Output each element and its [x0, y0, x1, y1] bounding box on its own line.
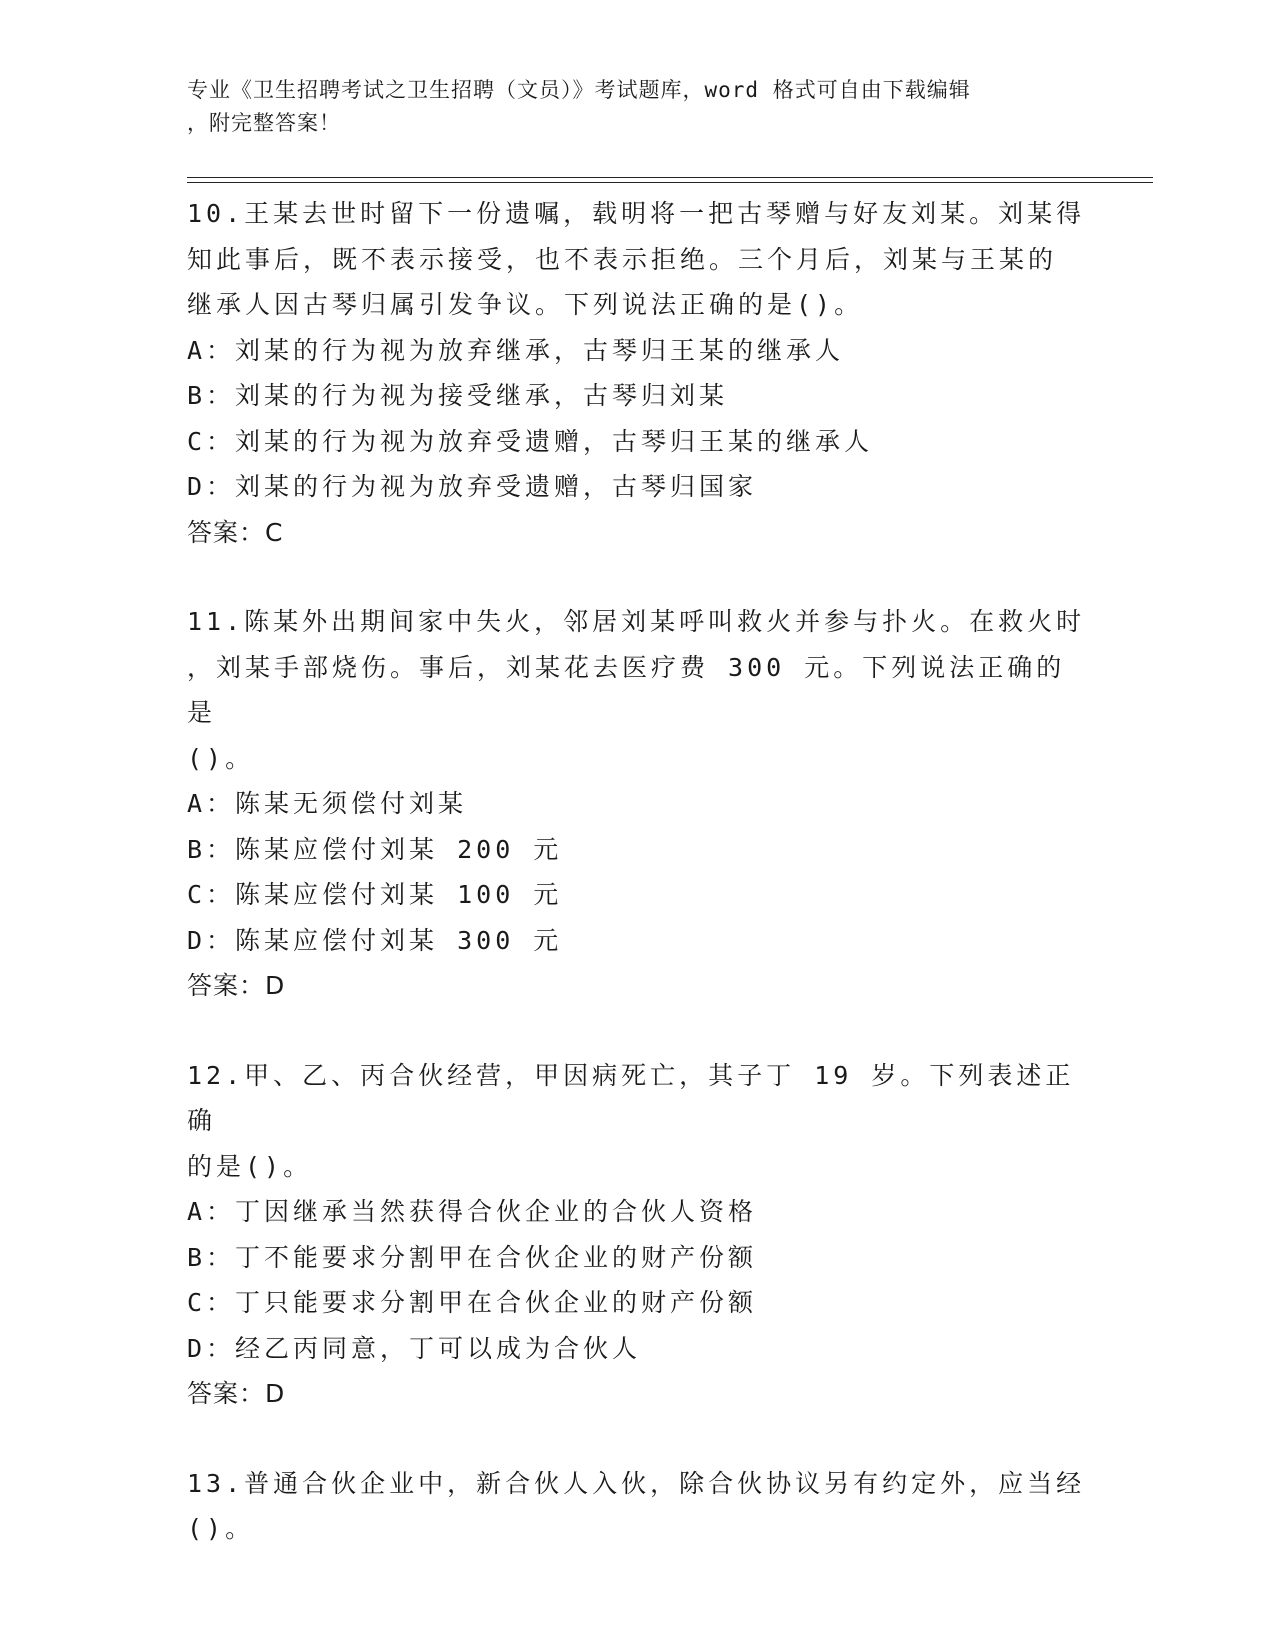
question-list: [187, 191, 1087, 1596]
question-13: [187, 1461, 1087, 1552]
question-text: ()。: [187, 1514, 255, 1543]
option-c: C：刘某的行为视为放弃受遗赠，古琴归王某的继承人: [187, 426, 874, 456]
answer: 答案：D: [187, 971, 286, 1000]
question-text: 10.王某去世时留下一份遗嘱，载明将一把古琴赠与好友刘某。刘某得: [187, 199, 1086, 228]
header-divider: [187, 177, 1153, 183]
question-text: ()。: [187, 743, 255, 773]
header-line-1: 专业《卫生招聘考试之卫生招聘（文员）》考试题库，word 格式可自由下载编辑: [187, 78, 971, 102]
question-text: ，刘某手部烧伤。事后，刘某花去医疗费 300 元。下列说法正确的是: [187, 652, 1066, 727]
option-a: A：丁因继承当然获得合伙企业的合伙人资格: [187, 1197, 758, 1226]
option-d: D：经乙丙同意，丁可以成为合伙人: [187, 1333, 642, 1363]
question-text: 知此事后，既不表示接受，也不表示拒绝。三个月后，刘某与王某的: [187, 244, 1058, 274]
question-text: 继承人因古琴归属引发争议。下列说法正确的是()。: [187, 290, 864, 319]
question-text: 12.甲、乙、丙合伙经营，甲因病死亡，其子丁 19 岁。下列表述正确: [187, 1060, 1075, 1135]
option-d: D：陈某应偿付刘某 300 元: [187, 925, 563, 955]
option-c: C：陈某应偿付刘某 100 元: [187, 880, 563, 909]
answer: 答案：D: [187, 1379, 286, 1408]
option-b: B：陈某应偿付刘某 200 元: [187, 834, 563, 864]
answer: 答案：C: [187, 517, 284, 547]
option-d: D：刘某的行为视为放弃受遗赠，古琴归国家: [187, 472, 758, 501]
question-10: [187, 191, 1087, 555]
question-text: 13.普通合伙企业中，新合伙人入伙，除合伙协议另有约定外，应当经: [187, 1468, 1086, 1498]
option-b: B：丁不能要求分割甲在合伙企业的财产份额: [187, 1242, 758, 1272]
question-text: 的是()。: [187, 1151, 313, 1181]
question-11: [187, 599, 1087, 1009]
document-header: [187, 74, 1087, 140]
option-a: A：陈某无须偿付刘某: [187, 789, 468, 818]
option-c: C：丁只能要求分割甲在合伙企业的财产份额: [187, 1288, 758, 1317]
option-a: A：刘某的行为视为放弃继承，古琴归王某的继承人: [187, 335, 845, 365]
question-text: 11.陈某外出期间家中失火，邻居刘某呼叫救火并参与扑火。在救火时: [187, 607, 1086, 636]
option-b: B：刘某的行为视为接受继承，古琴归刘某: [187, 381, 729, 410]
question-12: [187, 1053, 1087, 1417]
header-line-2: ，附完整答案！: [187, 111, 341, 135]
